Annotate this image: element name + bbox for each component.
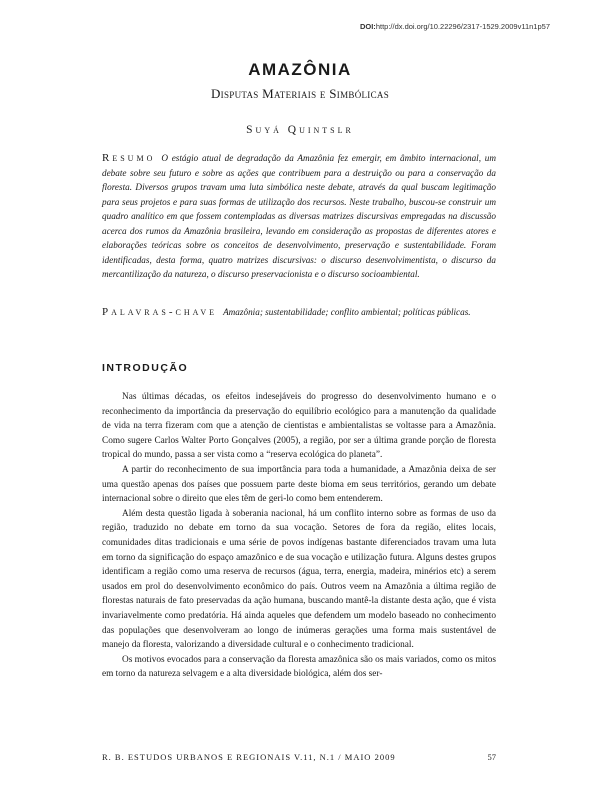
article-title: AMAZÔNIA xyxy=(248,60,352,79)
keywords-label: Palavras-chave xyxy=(102,306,218,318)
paragraph: Além desta questão ligada à soberania nacional, há um conflito interno sobre as formas de uso da região, traduzido no debate em torno da sua vocação. Setores de fora da região, elites locais, comunidades ditas tradicionais e uma série de povos indígenas bastante diferenciados travam uma luta em torno da significação do espaço amazônico e de sua vocação e utilização futura. Alguns destes grupos identificam a região como uma reserva de recursos (água, terra, energia, madeira, minérios etc) a serem usados em prol do desenvolvimento econômico do país. Outros veem na Amazônia a última região de florestas naturais de fato preservadas da ação humana, buscando mantê-la distante desta ação, que é vista invariavelmente como predatória. Há ainda aqueles que defendem um modelo baseado no conhecimento das populações que desenvolveram ao longo de inúmeras gerações uma forma mais sustentável de manejo da floresta, valorizando a diversidade cultural e o conhecimento tradicional. xyxy=(102,508,496,651)
page-footer xyxy=(102,752,496,762)
paragraph: A partir do reconhecimento de sua importância para toda a humanidade, a Amazônia deixa de ser uma questão apenas dos países que possuem parte deste bioma em seus territórios, gerando um debate internacional sobre o direito que eles têm de geri-lo como bem entenderem. xyxy=(102,464,496,505)
doi-link[interactable]: http://dx.doi.org/10.22296/2317-1529.2009v11n1p57 xyxy=(375,22,550,31)
doi-line xyxy=(360,22,550,31)
paragraph: Nas últimas décadas, os efeitos indesejáveis do progresso do desenvolvimento humano e o reconhecimento da importância da preservação do equilíbrio ecológico para a manutenção da qualidade de vida na terra fizeram com que a atenção de cientistas e ambientalistas se voltasse para a Amazônia. Como sugere Carlos Walter Porto Gonçalves (2005), a região, por ser a última grande porção de floresta tropical do mundo, passa a ser vista como a “reserva ecológica do planeta”. xyxy=(102,392,496,461)
journal-citation: R. B. ESTUDOS URBANOS E REGIONAIS V.11, N.1 / MAIO 2009 xyxy=(102,752,396,762)
doi-label: DOI: xyxy=(359,22,376,31)
author-name: Suyá Quintslr xyxy=(246,124,354,136)
keywords-text: Amazônia; sustentabilidade; conflito ambiental; políticas públicas. xyxy=(223,307,471,317)
paragraph: Os motivos evocados para a conservação da floresta amazônica são os mais variados, como os mitos em torno da natureza selvagem e a alta diversidade biológica, além dos ser- xyxy=(102,654,496,680)
keywords xyxy=(102,305,496,320)
abstract-label: Resumo xyxy=(102,152,156,164)
section-heading: INTRODUÇÃO xyxy=(102,362,189,374)
abstract xyxy=(102,151,496,282)
abstract-text: O estágio atual de degradação da Amazônia fez emergir, em âmbito internacional, um debate sobre seu futuro e sobre as ações que contribuem para a destruição ou para a conservação da floresta. Diversos grupos travam uma luta simbólica neste debate, através da qual buscam legitimação para seus projetos e para suas formas de utilização dos recursos. Neste trabalho, buscou-se construir um quadro analítico em que fossem contempladas as diversas matrizes discursivas empregadas na discussão acerca dos rumos da Amazônia brasileira, levando em consideração as propostas de diferentes atores e elaborações teóricas sobre os conceitos de desenvolvimento, preservação e sustentabilidade. Foram identificadas, desta forma, quatro matrizes discursivas: o discurso desenvolvimentista, o discurso da mercantilização da natureza, o discurso preservacionista e o discurso socioambiental. xyxy=(102,153,496,279)
page-number: 57 xyxy=(487,752,496,762)
body-text xyxy=(102,390,496,682)
article-subtitle: Disputas Materiais e Simbólicas xyxy=(210,86,390,101)
